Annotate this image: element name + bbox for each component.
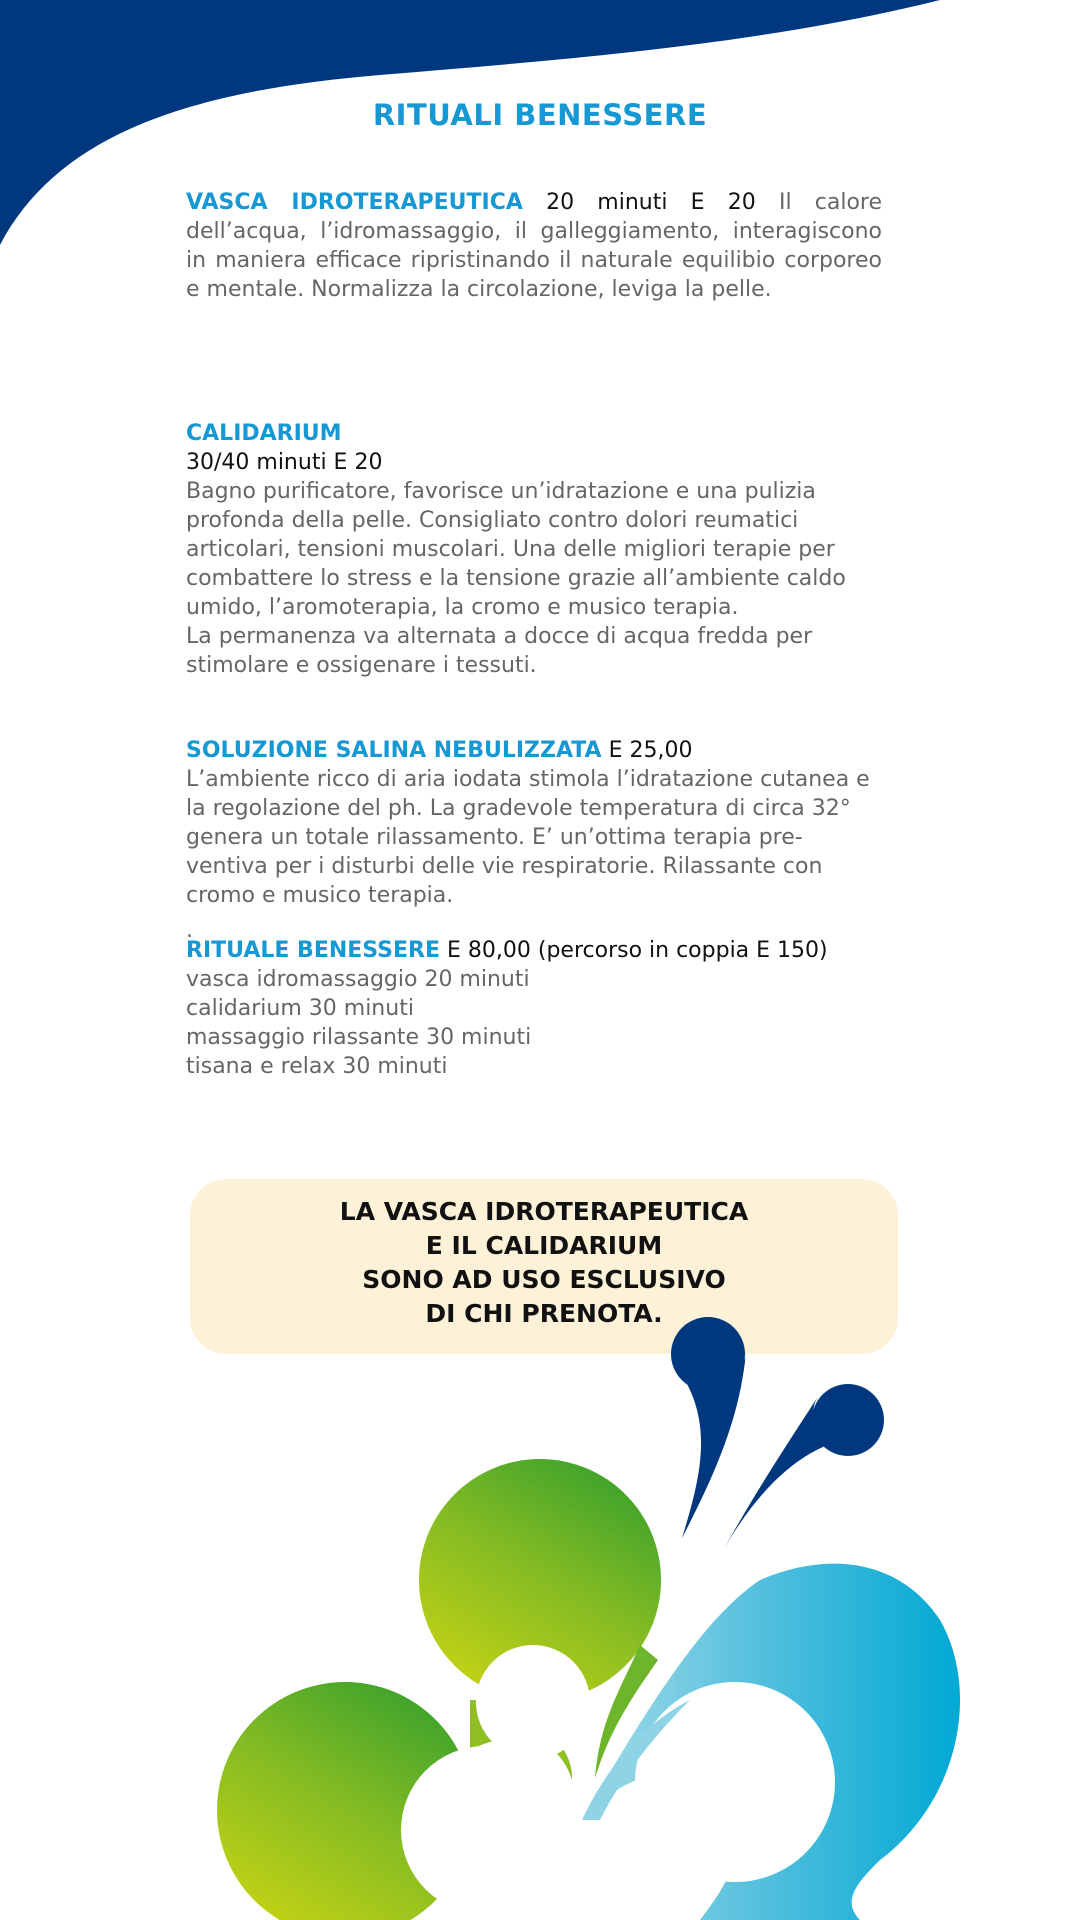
section-title: RITUALE BENESSERE — [186, 938, 440, 963]
section-title: CALIDARIUM — [186, 421, 342, 446]
section-description: Il calore dell’acqua, l’idromassaggio, il galleggiamento, interagiscono in maniera efficace ripristinando il naturale equilibio corporeo e mentale. Normalizza la circolazione, leviga la pelle. — [186, 190, 883, 302]
section-rituale-benessere — [186, 936, 882, 1081]
notice-line: DI CHI PRENOTA. — [425, 1299, 663, 1328]
navy-drop-1 — [671, 1317, 746, 1538]
flower-logo-icon — [0, 1290, 1080, 1920]
navy-drop-2 — [718, 1384, 884, 1560]
notice-line: E IL CALIDARIUM — [425, 1231, 663, 1260]
list-item: calidarium 30 minuti — [186, 996, 414, 1021]
section-price: E 80,00 (percorso in coppia E 150) — [447, 938, 828, 963]
notice-line: LA VASCA IDROTERAPEUTICA — [339, 1197, 749, 1226]
list-item: vasca idromassaggio 20 minuti — [186, 967, 530, 992]
separator-dot: . — [186, 918, 193, 943]
page-title: RITUALI BENESSERE — [372, 98, 708, 132]
section-note: La permanenza va alternata a docce di acqua fredda per stimolare e ossigenare i tessuti. — [186, 624, 813, 678]
section-description: L’ambiente ricco di aria iodata stimola l’idratazione cutanea e la regolazione del ph. La gradevole temperatura di circa 32° genera un totale rilassamento. E’ un’ottima terapia pre-ventiva per i disturbi delle vie respiratorie. Rilassante con cromo e musico terapia. — [186, 767, 870, 908]
section-price: 30/40 minuti E 20 — [186, 450, 383, 475]
list-item: tisana e relax 30 minuti — [186, 1054, 448, 1079]
section-calidarium — [186, 419, 882, 680]
section-title: SOLUZIONE SALINA NEBULIZZATA — [186, 738, 602, 763]
green-petals — [217, 1459, 661, 1920]
section-price: 20 minuti E 20 — [546, 190, 756, 215]
section-soluzione-salina — [186, 736, 882, 910]
section-title: VASCA IDROTERAPEUTICA — [186, 190, 523, 215]
section-price: E 25,00 — [608, 738, 693, 763]
list-item: massaggio rilassante 30 minuti — [186, 1025, 532, 1050]
section-description: Bagno purificatore, favorisce un’idratazione e una pulizia profonda della pelle. Consigliato contro dolori reumatici articolari, tensioni muscolari. Una delle migliori terapie per combattere lo stress e la tensione grazie all’ambiente caldo umido, l’aromoterapia, la cromo e musico terapia. — [186, 479, 846, 620]
section-vasca-idroterapeutica — [186, 188, 882, 304]
notice-line: SONO AD USO ESCLUSIVO — [362, 1265, 726, 1294]
